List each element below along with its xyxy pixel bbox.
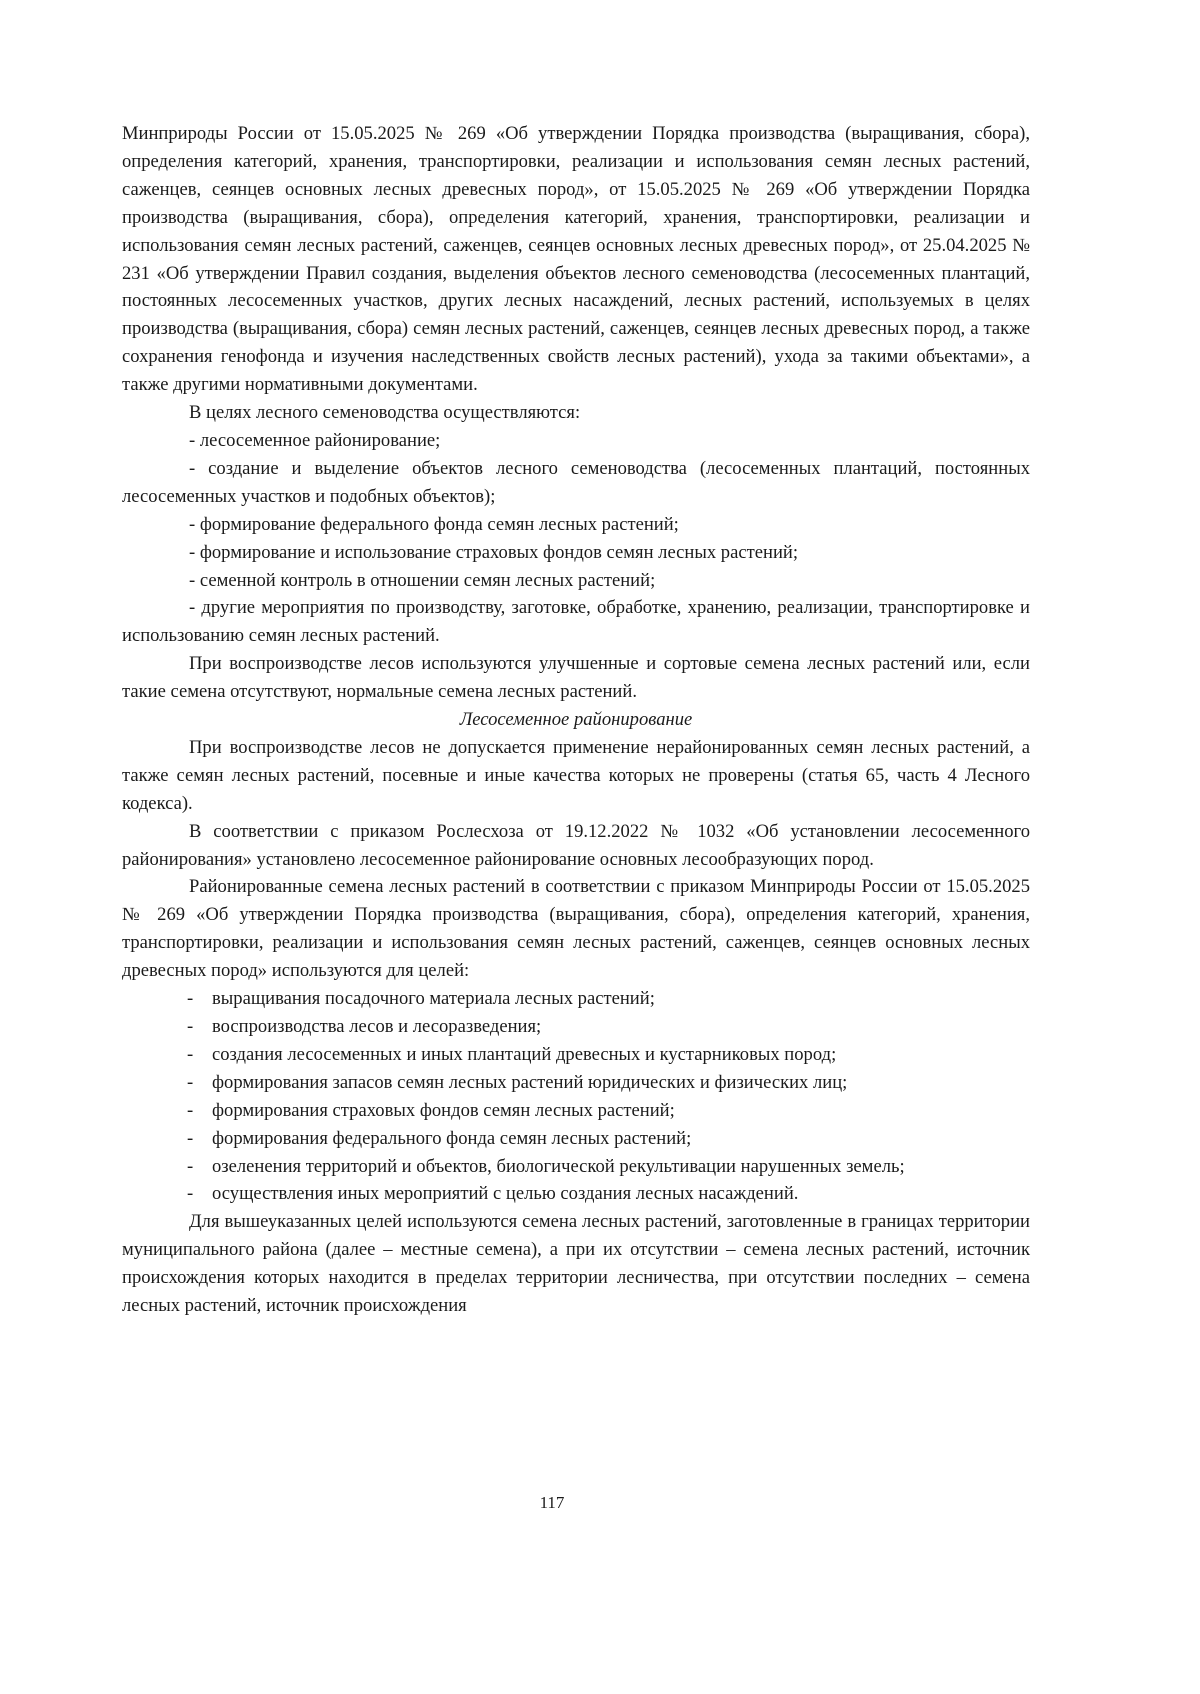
list-item [187, 1069, 1030, 1097]
seed-goals-item: - лесосеменное районирование; [189, 429, 441, 451]
list-item-text: создания лесосеменных и иных плантаций древесных и кустарниковых пород; [212, 1043, 837, 1065]
list-dash: - [187, 988, 194, 1010]
seed-goals-intro: В целях лесного семеноводства осуществляются: [189, 402, 581, 424]
seed-goals-item: - формирование федерального фонда семян лесных растений; [189, 513, 679, 535]
list-item-text: воспроизводства лесов и лесоразведения; [212, 1016, 542, 1037]
zoned-seeds-paragraph: Районированные семена лесных растений в соответствии с приказом Минприроды России от 15.05.2025 № 269 «Об утверждении Порядка производства (выращивания, сбора), определения категорий, хранения, транспортировки, реализации и использования семян лесных растений, саженцев, сеянцев основных лесных древесных пород» используются для целей: [122, 876, 1030, 982]
list-item-text: формирования запасов семян лесных растений юридических и физических лиц; [212, 1071, 848, 1093]
local-seeds-paragraph: Для вышеуказанных целей используются семена лесных растений, заготовленные в границах территории муниципального района (далее – местные семена), а при их отсутствии – семена лесных растений, источник происхождения которых находится в пределах территории лесничества, при отсутствии последних – семена лесных растений, источник происхождения [122, 1211, 1030, 1317]
list-item [187, 1180, 1030, 1208]
document-body [122, 120, 1030, 1320]
section-heading: Лесосеменное районирование [459, 709, 693, 731]
list-dash: - [187, 1127, 194, 1149]
zoned-seeds-list [122, 985, 1030, 1208]
rosleshoz-paragraph: В соответствии с приказом Рослесхоза от 19.12.2022 № 1032 «Об установлении лесосеменного районирования» установлено лесосеменное районирование основных лесообразующих пород. [122, 820, 1030, 870]
non-zoned-paragraph: При воспроизводстве лесов не допускается применение нерайонированных семян лесных растений, а также семян лесных растений, посевные и иные качества которых не проверены (статья 65, часть 4 Лесного кодекса). [122, 736, 1030, 814]
improved-seeds-paragraph: При воспроизводстве лесов используются улучшенные и сортовые семена лесных растений или, если такие семена отсутствуют, нормальные семена лесных растений. [122, 653, 1030, 703]
list-dash: - [187, 1155, 194, 1177]
list-item-text: формирования страховых фондов семян лесных растений; [212, 1099, 675, 1121]
list-dash: - [187, 1183, 194, 1205]
list-item-text: озеленения территорий и объектов, биологической рекультивации нарушенных земель; [212, 1155, 905, 1177]
list-item-text: формирования федерального фонда семян лесных растений; [212, 1127, 692, 1149]
list-item [187, 985, 1030, 1013]
list-dash: - [187, 1043, 194, 1065]
seed-goals-item: - семенной контроль в отношении семян лесных растений; [189, 569, 656, 591]
list-dash: - [187, 1016, 194, 1037]
page-number: 117 [539, 1493, 565, 1512]
list-item-text: выращивания посадочного материала лесных растений; [212, 988, 655, 1010]
seed-goals-item: - создание и выделение объектов лесного семеноводства (лесосеменных плантаций, постоянных лесосеменных участков и подобных объектов); [122, 457, 1030, 507]
list-dash: - [187, 1099, 194, 1121]
list-item [187, 1041, 1030, 1069]
list-dash: - [187, 1071, 194, 1093]
intro-paragraph: Минприроды России от 15.05.2025 № 269 «Об утверждении Порядка производства (выращивания, сбора), определения категорий, хранения, транспортировки, реализации и использования семян лесных растений, саженцев, сеянцев основных лесных древесных пород», от 15.05.2025 № 269 «Об утверждении Порядка производства (выращивания, сбора), определения категорий, хранения, транспортировки, реализации и использования семян лесных растений, саженцев, сеянцев основных лесных древесных пород», от 25.04.2025 № 231 «Об утверждении Правил создания, выделения объектов лесного семеноводства (лесосеменных плантаций, постоянных лесосеменных участков, других лесных насаждений, лесных растений, используемых в целях производства (выращивания, сбора) семян лесных растений, саженцев, сеянцев лесных древесных пород, а также сохранения генофонда и изучения наследственных свойств лесных растений), ухода за такими объектами», а также другими нормативными документами. [122, 123, 1030, 396]
seed-goals-item: - формирование и использование страховых фондов семян лесных растений; [189, 541, 799, 563]
list-item [187, 1153, 1030, 1181]
list-item [187, 1013, 1030, 1041]
list-item [187, 1125, 1030, 1153]
seed-goals-item: - другие мероприятия по производству, заготовке, обработке, хранению, реализации, транспортировке и использованию семян лесных растений. [122, 597, 1030, 647]
list-item [187, 1097, 1030, 1125]
list-item-text: осуществления иных мероприятий с целью создания лесных насаждений. [212, 1183, 799, 1205]
